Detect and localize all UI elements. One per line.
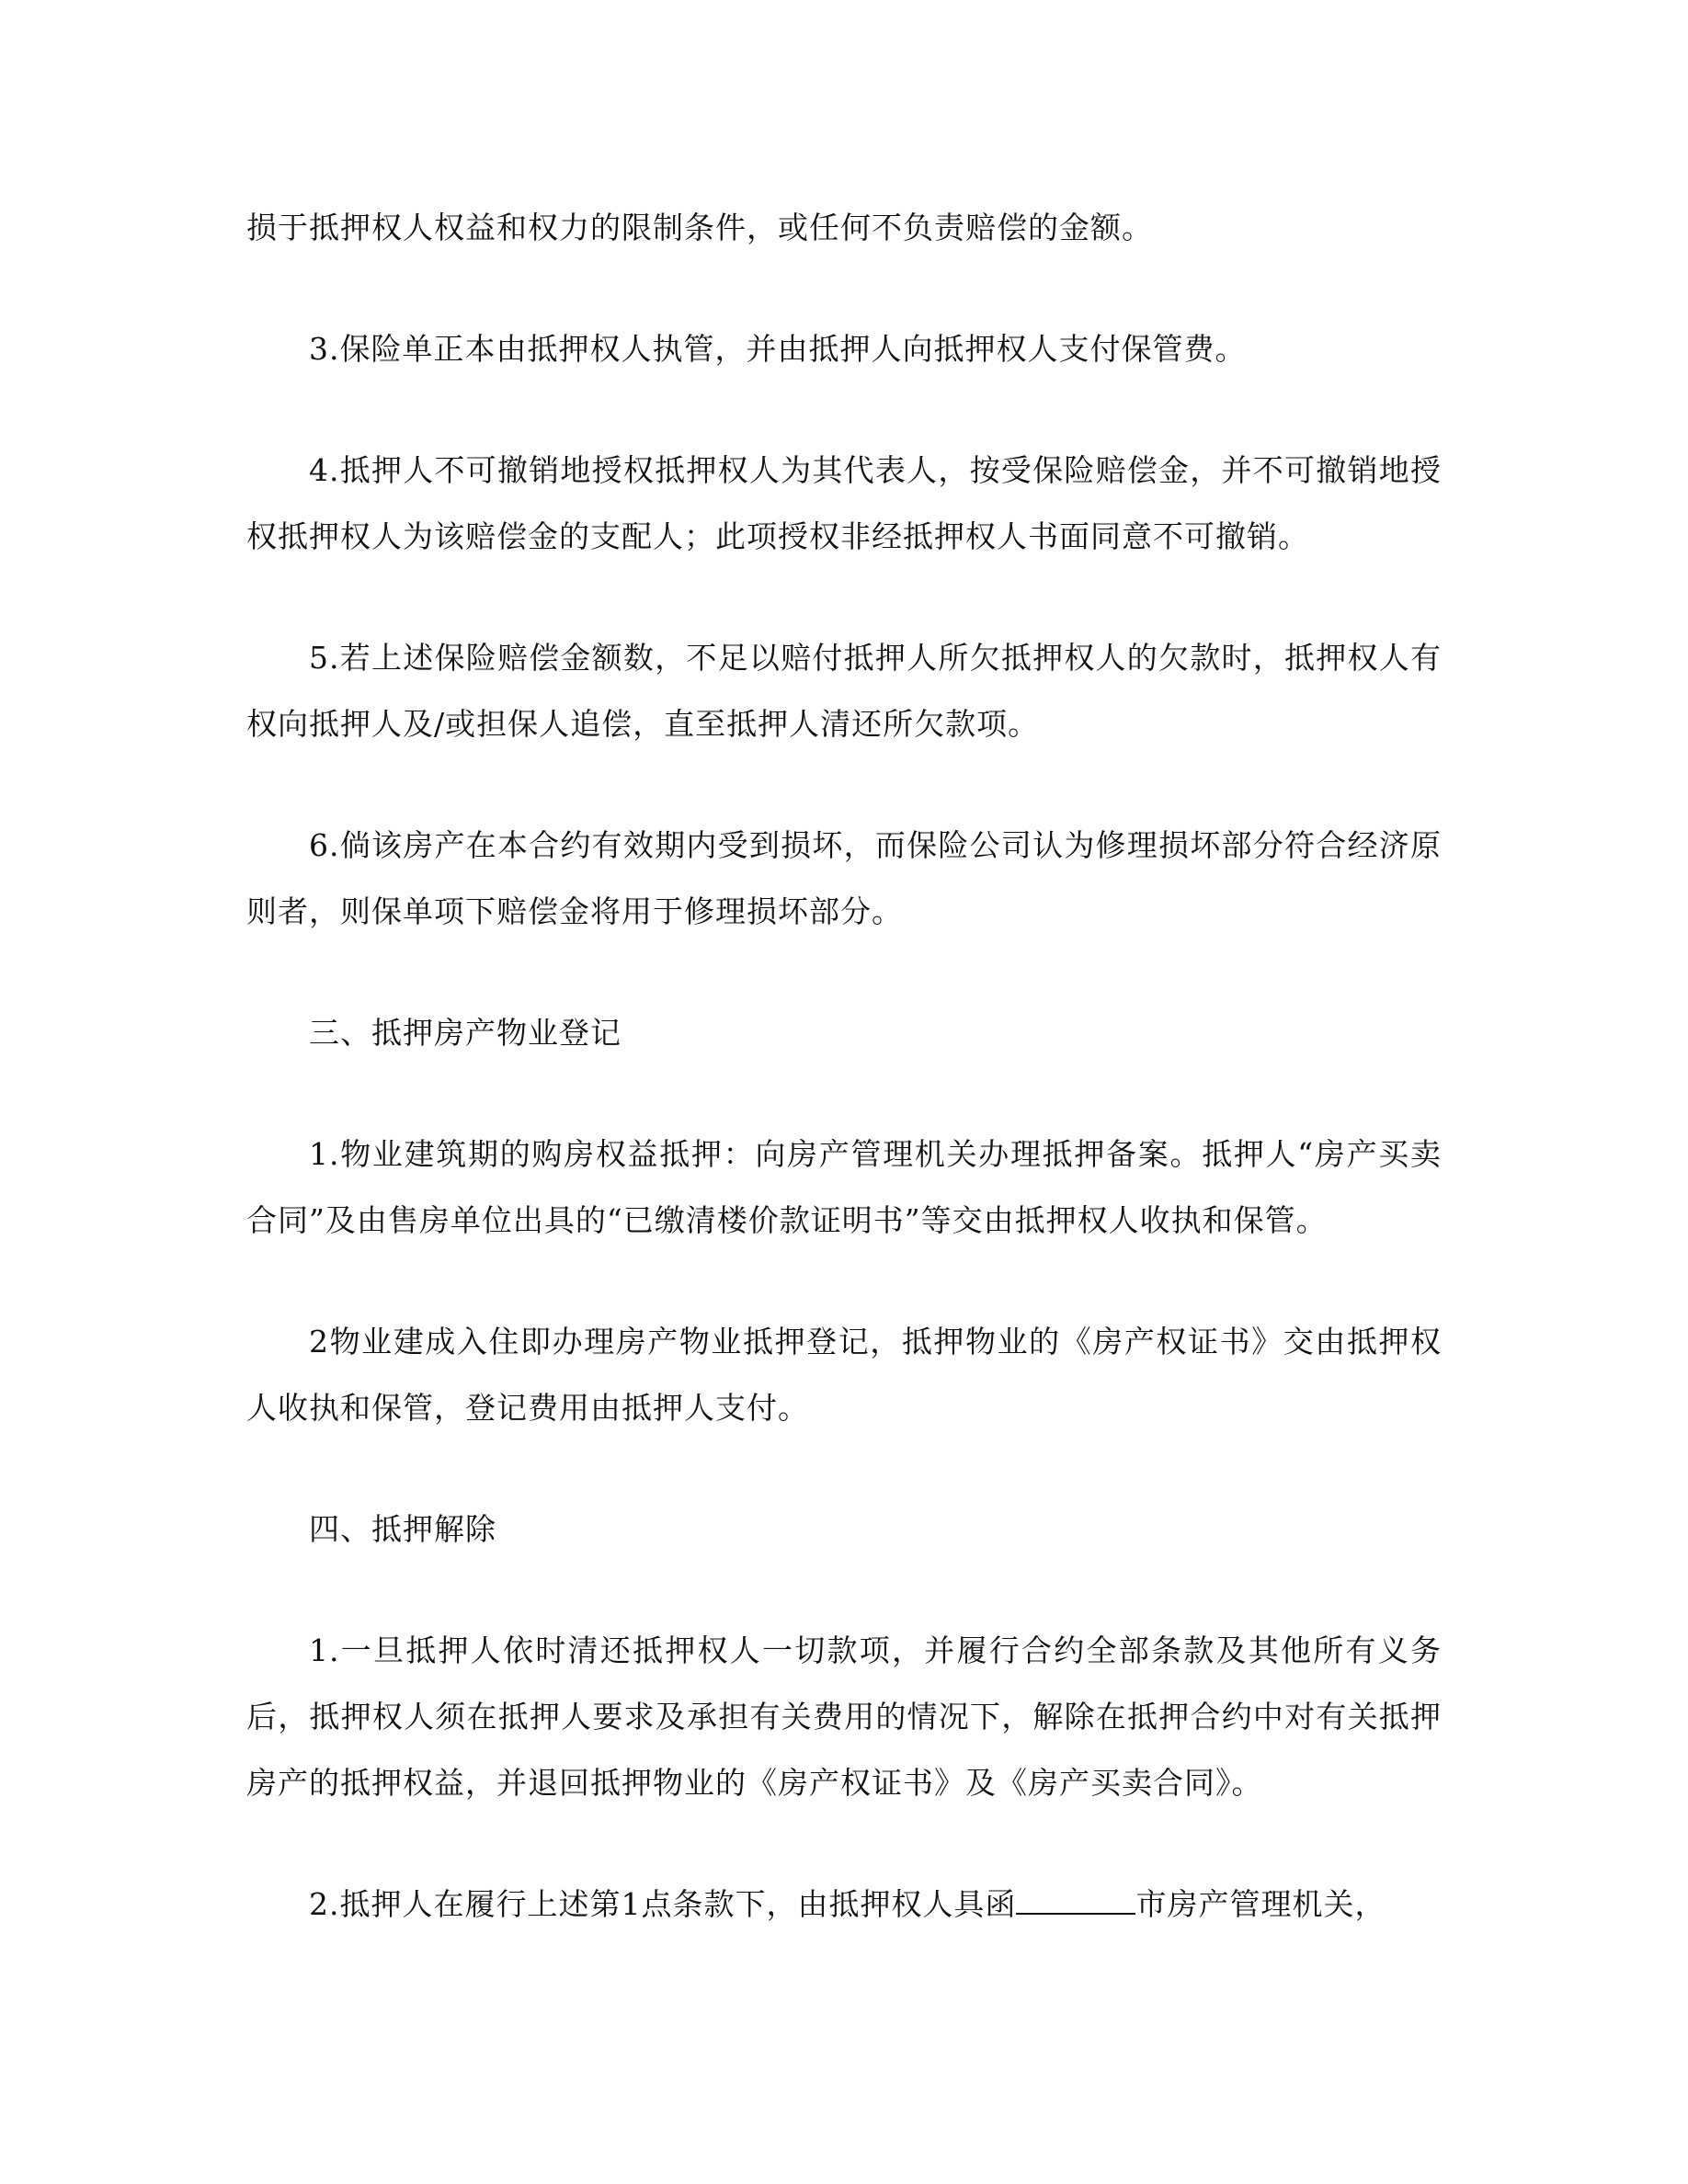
paragraph-registration-2: 2物业建成入住即办理房产物业抵押登记，抵押物业的《房产权证书》交由抵押权人收执和保管，登记费用由抵押人支付。 xyxy=(246,1324,1442,1426)
paragraph-clause-4: 4.抵押人不可撤销地授权抵押权人为其代表人，按受保险赔偿金，并不可撤销地授权抵押权人为该赔偿金的支配人；此项授权非经抵押权人书面同意不可撤销。 xyxy=(246,452,1442,554)
paragraph-continuation: 损于抵押权人权益和权力的限制条件，或任何不负责赔偿的金额。 xyxy=(246,210,1153,245)
section-heading-release: 四、抵押解除 xyxy=(309,1511,496,1547)
paragraph-clause-5: 5.若上述保险赔偿金额数，不足以赔付抵押人所欠抵押权人的欠款时，抵押权人有权向抵押人及/或担保人追偿，直至抵押人清还所欠款项。 xyxy=(246,640,1442,742)
paragraph-release-2 xyxy=(246,1871,1442,1938)
paragraph-release-1: 1.一旦抵押人依时清还抵押权人一切款项，并履行合约全部条款及其他所有义务后，抵押权人须在抵押人要求及承担有关费用的情况下，解除在抵押合约中对有关抵押房产的抵押权益，并退回抵押物业的《房产权证书》及《房产买卖合同》。 xyxy=(246,1632,1442,1801)
document-body xyxy=(246,195,1442,1993)
paragraph-clause-6: 6.倘该房产在本合约有效期内受到损坏，而保险公司认为修理损坏部分符合经济原则者，则保单项下赔偿金将用于修理损坏部分。 xyxy=(246,827,1442,929)
fill-in-blank-line xyxy=(1016,1887,1135,1915)
paragraph-clause-3: 3.保险单正本由抵押权人执管，并由抵押人向抵押权人支付保管费。 xyxy=(309,331,1247,367)
release-2-text-after: 市房产管理机关， xyxy=(1135,1886,1386,1922)
section-heading-registration: 三、抵押房产物业登记 xyxy=(309,1015,622,1051)
paragraph-registration-1: 1.物业建筑期的购房权益抵押：向房产管理机关办理抵押备案。抵押人“房产买卖合同”及由售房单位出具的“已缴清楼价款证明书”等交由抵押权人收执和保管。 xyxy=(246,1136,1442,1238)
release-2-text-before: 2.抵押人在履行上述第1点条款下，由抵押权人具函 xyxy=(309,1886,1017,1922)
